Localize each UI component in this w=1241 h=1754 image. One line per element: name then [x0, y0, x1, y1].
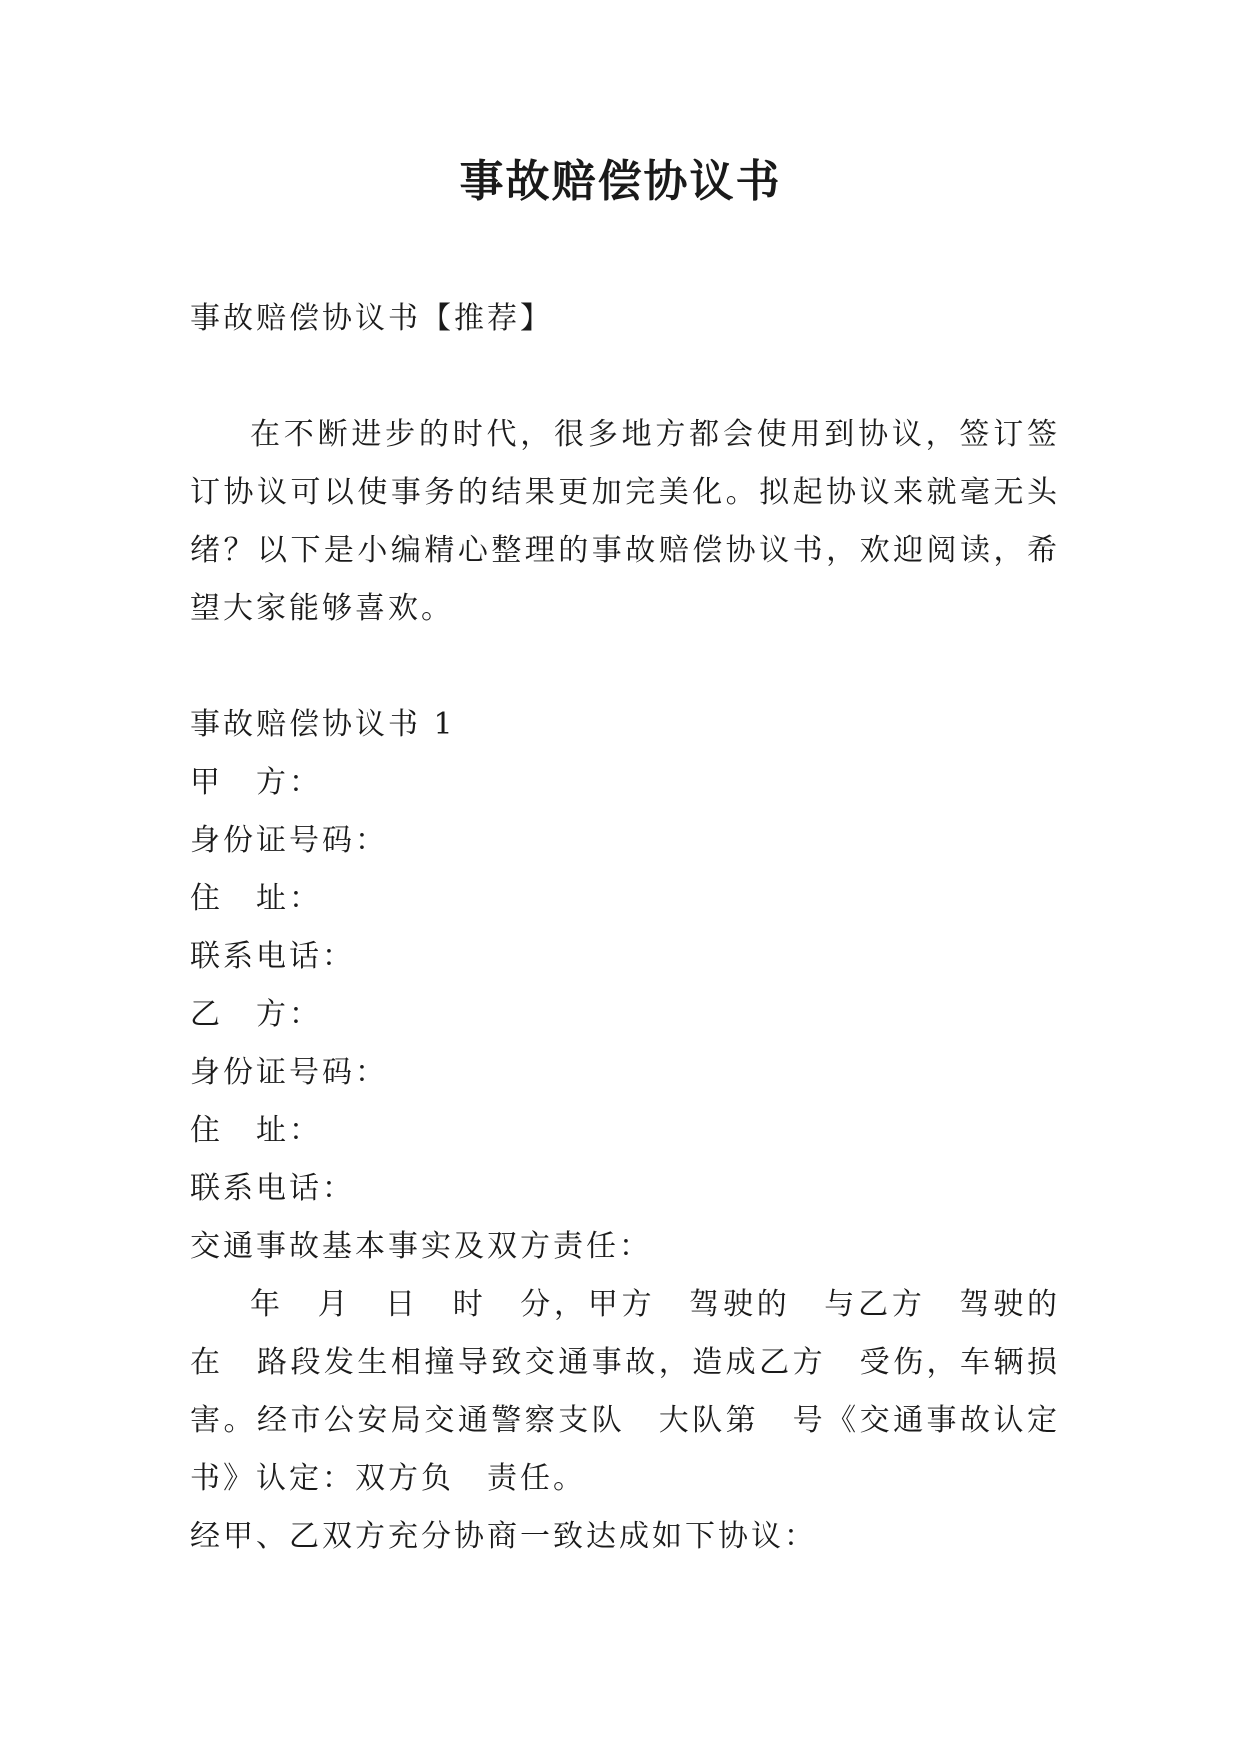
party-b-label: 乙 方： [190, 997, 322, 1032]
party-a-address-label: 住 址： [190, 881, 322, 916]
party-b-phone-label: 联系电话： [190, 1171, 355, 1206]
agreement-intro: 经甲、乙双方充分协商一致达成如下协议： [190, 1519, 817, 1554]
intro-paragraph: 在不断进步的时代，很多地方都会使用到协议，签订签订协议可以使事务的结果更加完美化。拟起协议来就毫无头绪？以下是小编精心整理的事故赔偿协议书，欢迎阅读，希望大家能够喜欢。 [190, 417, 1060, 626]
section-heading: 事故赔偿协议书 1 [190, 707, 456, 742]
document-subtitle: 事故赔偿协议书【推荐】 [190, 301, 553, 336]
party-a-phone-label: 联系电话： [190, 939, 355, 974]
document-title: 事故赔偿协议书 [459, 156, 782, 207]
facts-heading: 交通事故基本事实及双方责任： [190, 1229, 652, 1264]
document-body [190, 290, 1093, 1566]
party-a-id-number-label: 身份证号码： [190, 823, 388, 858]
party-b-address-label: 住 址： [190, 1113, 322, 1148]
facts-paragraph: 年 月 日 时 分，甲方 驾驶的 与乙方 驾驶的 在 路段发生相撞导致交通事故，造成乙方 受伤，车辆损害。经市公安局交通警察支队 大队第 号《交通事故认定书》认定：双方负 责任。 [190, 1287, 1093, 1496]
party-a-label: 甲 方： [190, 765, 322, 800]
party-b-id-number-label: 身份证号码： [190, 1055, 388, 1090]
